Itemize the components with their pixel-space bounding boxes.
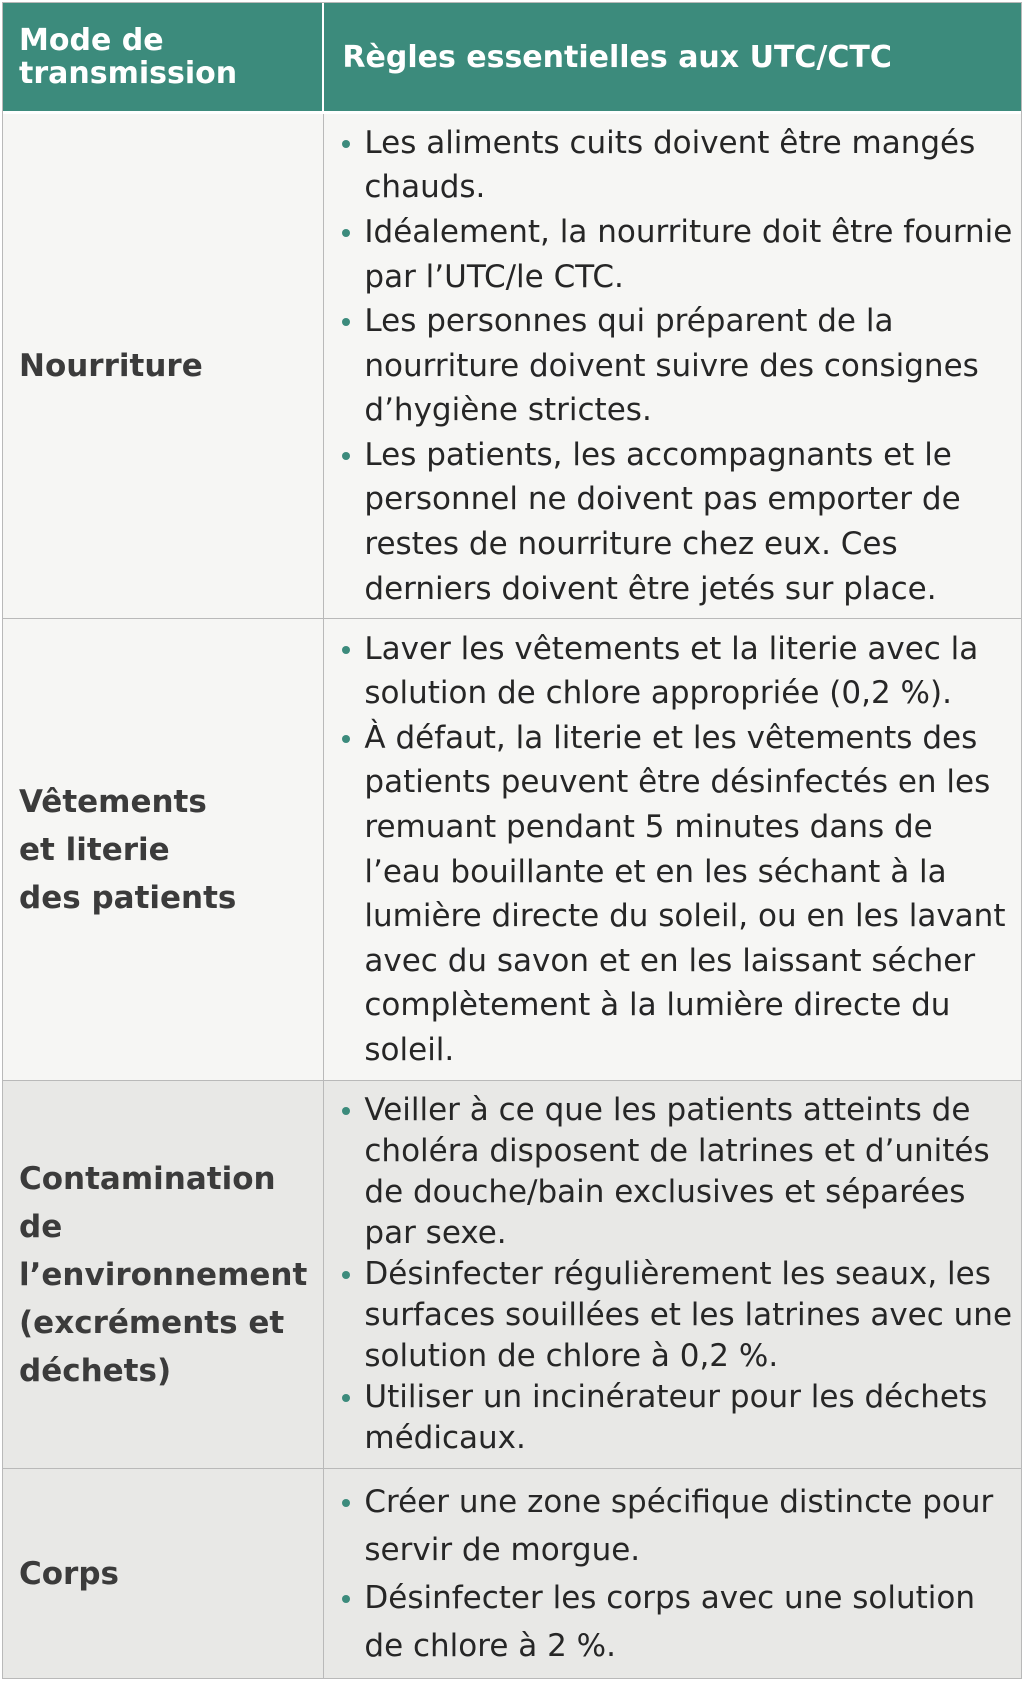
mode-cell	[3, 1469, 324, 1678]
rules-list	[342, 1090, 1013, 1459]
table-header-row	[3, 3, 1021, 114]
rule-item: Laver les vêtements et la literie avec la solution de chlore appropriée (0,2 %).	[342, 627, 1013, 716]
rules-cell	[324, 619, 1021, 1080]
rule-item: À défaut, la literie et les vêtements des patients peuvent être désinfectés en les remuant pendant 5 minutes dans de l’eau bouillante et en les séchant à la lumière directe du soleil, ou en les lavant avec du savon et en les laissant sécher complètement à la lumière directe du soleil.	[342, 716, 1013, 1073]
table-row-corps	[3, 1469, 1021, 1678]
rule-item: Idéalement, la nourriture doit être fournie par l’UTC/le CTC.	[342, 210, 1013, 299]
rules-cell	[324, 114, 1021, 618]
rule-item: Désinfecter régulièrement les seaux, les surfaces souillées et les latrines avec une solution de chlore à 0,2 %.	[342, 1254, 1013, 1377]
rules-list	[342, 1478, 1013, 1670]
rules-list	[342, 121, 1013, 612]
header-rules-cell	[324, 3, 1021, 111]
rules-cell	[324, 1469, 1021, 1678]
transmission-rules-table	[2, 2, 1022, 1679]
rules-cell	[324, 1081, 1021, 1468]
rule-item: Désinfecter les corps avec une solution de chlore à 2 %.	[342, 1574, 1013, 1670]
header-mode-cell	[3, 3, 324, 111]
mode-cell	[3, 619, 324, 1080]
mode-label: Nourriture	[19, 348, 203, 384]
rules-list	[342, 627, 1013, 1073]
header-rules-label: Règles essentielles aux UTC/CTC	[342, 39, 892, 75]
rule-item: Les patients, les accompagnants et le personnel ne doivent pas emporter de restes de nourriture chez eux. Ces derniers doivent être jetés sur place.	[342, 433, 1013, 611]
rule-item: Veiller à ce que les patients atteints de choléra disposent de latrines et d’unités de douche/bain exclusives et séparées par sexe.	[342, 1090, 1013, 1254]
rule-item: Les personnes qui préparent de la nourriture doivent suivre des consignes d’hygiène strictes.	[342, 299, 1013, 433]
mode-cell	[3, 114, 324, 618]
mode-label: Contamination de l’environnement (excréments et déchets)	[19, 1160, 308, 1389]
header-mode-label: Mode de transmission	[19, 23, 238, 91]
mode-cell	[3, 1081, 324, 1468]
table-row-vetements	[3, 619, 1021, 1081]
table-row-contamination	[3, 1081, 1021, 1469]
mode-label: Corps	[19, 1555, 119, 1592]
rule-item: Utiliser un incinérateur pour les déchets médicaux.	[342, 1377, 1013, 1459]
mode-label: Vêtements et literie des patients	[19, 783, 237, 916]
rule-item: Créer une zone spécifique distincte pour servir de morgue.	[342, 1478, 1013, 1574]
table-row-nourriture	[3, 114, 1021, 619]
rule-item: Les aliments cuits doivent être mangés chauds.	[342, 121, 1013, 210]
